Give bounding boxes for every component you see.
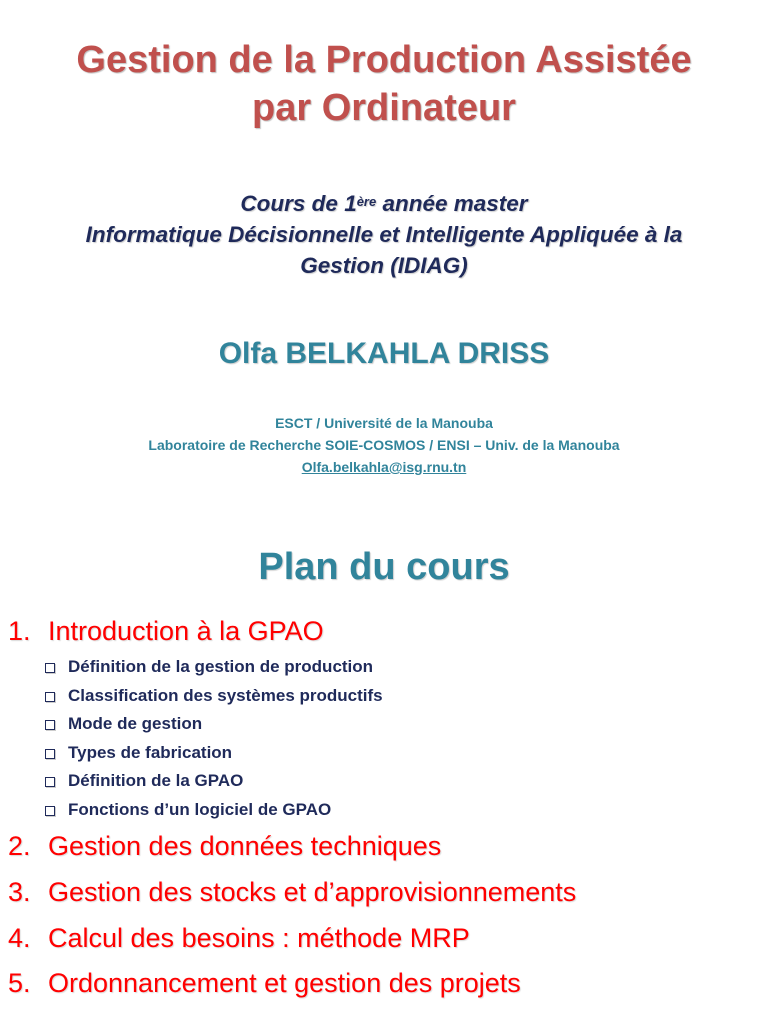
checkbox-bullet-icon bbox=[45, 692, 55, 702]
subitem-label: Classification des systèmes productifs bbox=[68, 685, 383, 705]
subitem bbox=[45, 653, 383, 682]
course-line-3: Gestion (IDIAG) bbox=[300, 253, 468, 278]
plan-item-5 bbox=[8, 965, 521, 1001]
plan-item-number: 3. bbox=[8, 877, 31, 907]
subitem bbox=[45, 796, 383, 825]
plan-item-number: 2. bbox=[8, 831, 31, 861]
subitem bbox=[45, 682, 383, 711]
plan-item-3 bbox=[8, 874, 576, 910]
affiliation-block bbox=[0, 412, 768, 478]
plan-item-number: 5. bbox=[8, 968, 31, 998]
subitem-label: Définition de la GPAO bbox=[68, 771, 244, 790]
course-description bbox=[0, 188, 768, 281]
subitem-label: Fonctions d’un logiciel de GPAO bbox=[68, 799, 332, 819]
checkbox-bullet-icon bbox=[45, 749, 55, 759]
plan-item-label: Calcul des besoins : méthode MRP bbox=[48, 923, 470, 953]
subitem bbox=[45, 739, 383, 768]
plan-title: Plan du cours bbox=[258, 546, 510, 588]
title-line-1: Gestion de la Production Assistée bbox=[76, 39, 692, 81]
course-line-1 bbox=[0, 188, 768, 219]
course-superscript: ère bbox=[356, 194, 377, 209]
course-suffix: année master bbox=[376, 191, 528, 216]
plan-item-label: Ordonnancement et gestion des projets bbox=[48, 968, 521, 998]
subitem-list bbox=[45, 653, 383, 824]
plan-item-number: 1. bbox=[8, 616, 31, 646]
subitem-label: Définition de la gestion de production bbox=[68, 657, 374, 676]
checkbox-bullet-icon bbox=[45, 720, 55, 730]
author-name: Olfa BELKAHLA DRISS bbox=[218, 337, 550, 370]
course-line-2: Informatique Décisionnelle et Intelligente Appliquée à la bbox=[85, 222, 683, 247]
course-prefix: Cours de 1 bbox=[240, 191, 357, 216]
email-link[interactable]: Olfa.belkahla@isg.rnu.tn bbox=[301, 459, 467, 475]
title-line-2: par Ordinateur bbox=[252, 87, 516, 129]
plan-slide bbox=[0, 512, 768, 1024]
affiliation-line-2: Laboratoire de Recherche SOIE-COSMOS / ENSI – Univ. de la Manouba bbox=[148, 437, 620, 453]
subitem-label: Types de fabrication bbox=[68, 742, 233, 762]
plan-item-4 bbox=[8, 920, 470, 956]
subitem-label: Mode de gestion bbox=[68, 714, 203, 733]
checkbox-bullet-icon bbox=[45, 806, 55, 816]
plan-item-label: Gestion des données techniques bbox=[48, 831, 442, 861]
plan-item-number: 4. bbox=[8, 923, 31, 953]
plan-item-label: Introduction à la GPAO bbox=[48, 616, 324, 646]
checkbox-bullet-icon bbox=[45, 777, 55, 787]
plan-item-1 bbox=[8, 613, 324, 649]
plan-item-label: Gestion des stocks et d’approvisionnements bbox=[48, 877, 577, 907]
subitem bbox=[45, 710, 383, 739]
checkbox-bullet-icon bbox=[45, 663, 55, 673]
subitem bbox=[45, 767, 383, 796]
plan-item-2 bbox=[8, 828, 441, 864]
affiliation-line-1: ESCT / Université de la Manouba bbox=[275, 415, 493, 431]
presentation-title bbox=[0, 36, 768, 132]
